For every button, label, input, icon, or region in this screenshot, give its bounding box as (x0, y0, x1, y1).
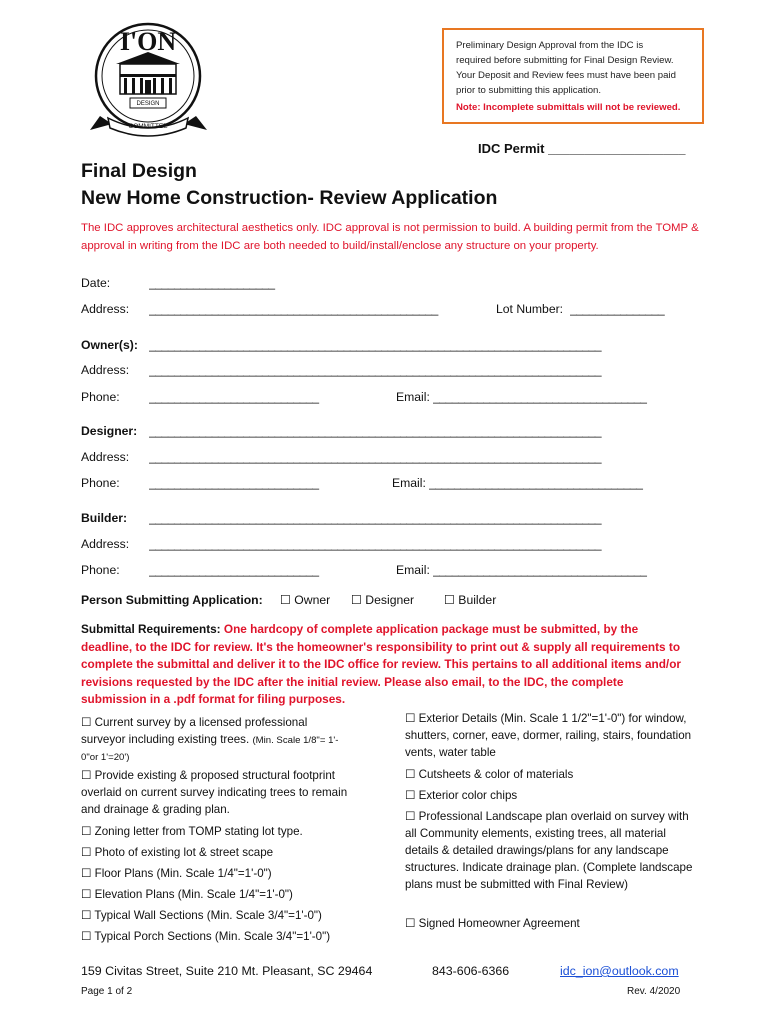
builder-label: Builder: (81, 511, 128, 525)
designer-checkbox[interactable]: ☐ Designer (351, 593, 415, 607)
logo-design-label: DESIGN (136, 101, 160, 107)
cutsheets-checkbox[interactable]: ☐ Cutsheets & color of materials (405, 768, 574, 781)
owner-phone-label: Phone: (81, 390, 120, 404)
logo-committee-label: COMMITTEE (128, 123, 168, 130)
date-field[interactable]: ____________________ (149, 276, 275, 290)
designer-email-label: Email: (392, 476, 426, 490)
submitter-label: Person Submitting Application: (81, 593, 263, 607)
wall-sections-checkbox[interactable]: ☐ Typical Wall Sections (Min. Scale 3/4"=1'-0") (81, 909, 322, 922)
designer-phone-field[interactable]: ___________________________ (149, 476, 319, 490)
revision-date: Rev. 4/2020 (627, 986, 681, 997)
lot-number-label: Lot Number: (496, 302, 564, 316)
builder-address-label: Address: (81, 537, 130, 551)
owner-label: Owner(s): (81, 338, 138, 352)
builder-address-field[interactable]: ________________________________________________________________________ (149, 537, 602, 551)
page-subtitle: New Home Construction- Review Application (81, 187, 498, 209)
ion-design-committee-logo (86, 18, 211, 138)
footer-address: 159 Civitas Street, Suite 210 Mt. Pleasant, SC 29464 (81, 964, 373, 978)
incomplete-warning: Note: Incomplete submittals will not be reviewed. (456, 102, 681, 113)
color-chips-checkbox[interactable]: ☐ Exterior color chips (405, 789, 518, 802)
designer-label: Designer: (81, 424, 138, 438)
notice-line: prior to submitting this application. (456, 85, 602, 96)
lot-photo-checkbox[interactable]: ☐ Photo of existing lot & street scape (81, 846, 274, 859)
footer-phone: 843-606-6366 (432, 964, 510, 978)
address-field[interactable]: ______________________________________________ (149, 302, 438, 316)
owner-phone-field[interactable]: ___________________________ (149, 390, 319, 404)
date-label: Date: (81, 276, 111, 290)
exterior-details-checkbox[interactable]: ☐ Exterior Details (Min. Scale 1 1/2"=1'-0") for window, shutters, corner, eave, dormer, railing, stairs, foundation vents, water table (405, 712, 692, 759)
builder-email-label: Email: (396, 563, 430, 577)
notice-line: Preliminary Design Approval from the IDC is (456, 40, 644, 51)
page-number: Page 1 of 2 (81, 986, 133, 997)
builder-phone-field[interactable]: ___________________________ (149, 563, 319, 577)
lot-number-field[interactable]: _______________ (570, 302, 665, 316)
address-label: Address: (81, 302, 130, 316)
logo-emblem-icon (86, 18, 211, 138)
requirements-text: One hardcopy of complete application package must be submitted, by the deadline, to the IDC for review. It's the homeowner's responsibility to print out & supply all requirements to complete the submittal and deliver it to the IDC office for review. This pertains to all additional items and/or revisions requested by the IDC after the initial review. Please also email, to the IDC, the complete submission in a .pdf format for filing purposes. (81, 622, 681, 706)
page-title: Final Design (81, 160, 197, 182)
survey-line-3: 0"or 1'=20') (81, 752, 130, 763)
elevation-plans-checkbox[interactable]: ☐ Elevation Plans (Min. Scale 1/4"=1'-0") (81, 888, 293, 901)
owner-field[interactable]: ________________________________________________________________________ (149, 338, 602, 352)
owner-checkbox[interactable]: ☐ Owner (280, 593, 331, 607)
submittal-requirements (81, 621, 691, 709)
builder-phone-label: Phone: (81, 563, 120, 577)
homeowner-agreement-checkbox[interactable]: ☐ Signed Homeowner Agreement (405, 917, 580, 930)
builder-email-field[interactable]: __________________________________ (433, 563, 647, 577)
builder-checkbox[interactable]: ☐ Builder (444, 593, 497, 607)
footer-email-link[interactable]: idc_ion@outlook.com (560, 964, 679, 978)
floor-plans-checkbox[interactable]: ☐ Floor Plans (Min. Scale 1/4"=1'-0") (81, 867, 272, 880)
requirements-heading: Submittal Requirements: (81, 622, 221, 636)
survey-checkbox[interactable] (81, 714, 371, 766)
notice-line: Your Deposit and Review fees must have been paid (456, 70, 676, 81)
designer-email-field[interactable]: __________________________________ (429, 476, 643, 490)
survey-line-1: ☐ Current survey by a licensed professional (81, 716, 308, 729)
idc-disclaimer: The IDC approves architectural aesthetics only. IDC approval is not permission to build. A building permit from the TOMP & approval in writing from the IDC are both needed to build/install/enclose any structure on your property. (81, 222, 699, 252)
owner-email-field[interactable]: __________________________________ (433, 390, 647, 404)
porch-sections-checkbox[interactable]: ☐ Typical Porch Sections (Min. Scale 3/4"=1'-0") (81, 930, 331, 943)
notice-line: required before submitting for Final Design Review. (456, 55, 674, 66)
survey-scale: (Min. Scale 1/8"= 1'- (252, 735, 339, 746)
survey-line-2: surveyor including existing trees. (81, 733, 250, 746)
logo-wordmark: I'ON (119, 27, 177, 56)
zoning-checkbox[interactable]: ☐ Zoning letter from TOMP stating lot type. (81, 825, 303, 838)
owner-email-label: Email: (396, 390, 430, 404)
builder-field[interactable]: ________________________________________________________________________ (149, 511, 602, 525)
landscape-plan-checkbox[interactable]: ☐ Professional Landscape plan overlaid on survey with all Community elements, existing trees, all material details & detailed drawings/plans for any landscape structures. Indicate drainage plan. (Complete landscape plans must be submitted with Final Review) (405, 810, 693, 891)
designer-phone-label: Phone: (81, 476, 120, 490)
designer-address-label: Address: (81, 450, 130, 464)
designer-address-field[interactable]: ________________________________________________________________________ (149, 450, 602, 464)
owner-address-field[interactable]: ________________________________________________________________________ (149, 363, 602, 377)
footprint-checkbox[interactable]: ☐ Provide existing & proposed structural footprint overlaid on current survey indicating trees to remain and drainage & grading plan. (81, 769, 348, 816)
approval-notice-box (442, 28, 704, 124)
designer-field[interactable]: ________________________________________________________________________ (149, 424, 602, 438)
owner-address-label: Address: (81, 363, 130, 377)
idc-permit-field[interactable]: IDC Permit ___________________ (478, 141, 686, 156)
